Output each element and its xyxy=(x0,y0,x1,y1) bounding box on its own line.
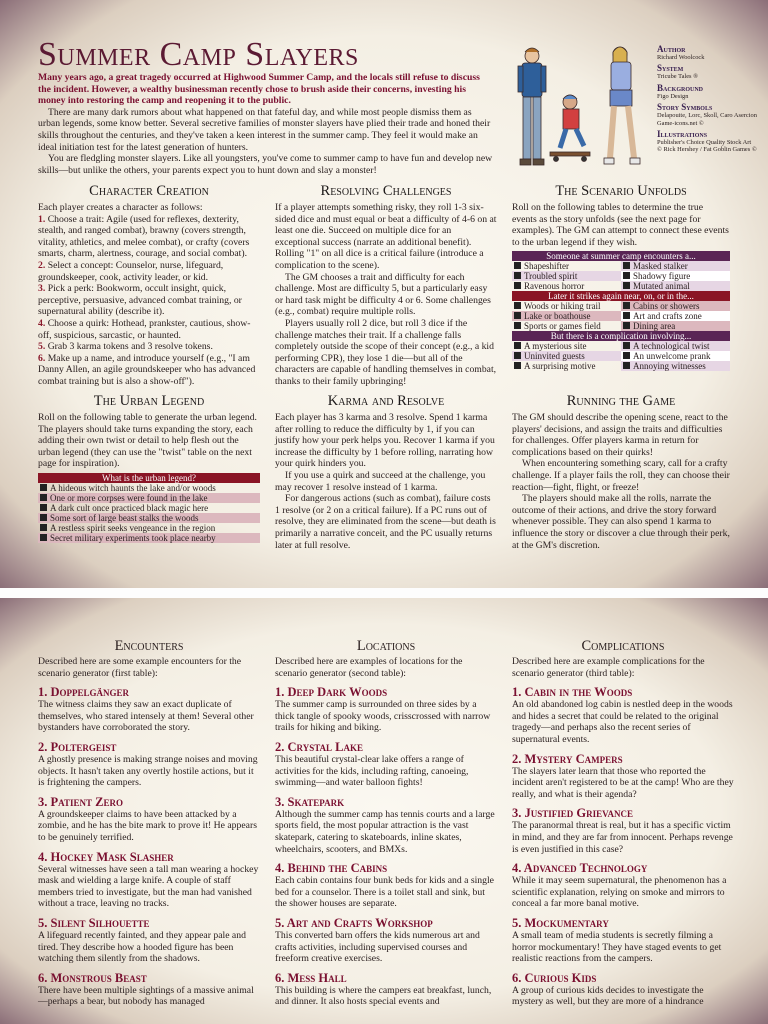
location-table xyxy=(512,291,730,331)
table-cell: Uninvited guests xyxy=(524,351,585,362)
scenario-unfolds-section xyxy=(512,184,730,371)
encounters-heading: Encounters xyxy=(114,638,184,654)
intro-paragraph: There are many dark rumors about what happened on that fateful day, and while most people dismiss them as urban legends, some know better. Several secretive families of monster slayers have plied their trade and honed their skills throughout the centuries, and they've taken a keen interest in the summer camp. They feel it would make an ideal initiation test for the latest generation of hunters. xyxy=(38,106,491,153)
entry-title: 4. Hockey Mask Slasher xyxy=(38,849,174,864)
table-cell: Dining area xyxy=(633,321,676,332)
step-text: Choose a trait: Agile (used for reflexes, dexterity, stealth, and ranged combat), brawny (covers strength, vitality, athletics, and melee combat), or crafty (covers smarts, charm, alertness, courage, and social combat). xyxy=(38,213,250,260)
table-cell: Secret military experiments took place nearby xyxy=(50,532,216,543)
credit-text: Richard Woolcock xyxy=(657,54,705,61)
credit-heading: Illustrations xyxy=(657,129,708,140)
intro-lead: Many years ago, a great tragedy occurred at Highwood Summer Camp, and the locals still refuse to discuss the incident. However, a wealthy businessman recently chose to brush aside their concerns, investing his money into restoring the camp and reopening it to the public. xyxy=(38,72,480,107)
table-cell: Troubled spirit xyxy=(524,271,578,282)
entry-text: Each cabin contains four bunk beds for kids and a single bed for a counselor. There is a toilet stall and sink, but the shower houses are separate. xyxy=(275,875,494,910)
camp-kids-illustration xyxy=(510,42,650,174)
entry-text: Although the summer camp has tennis courts and a large sports field, the most popular attraction is the vast skatepark, catering to skateboards, inline skates, wheelchairs, scooters, and BMXs. xyxy=(275,808,495,855)
entry-text: The paranormal threat is real, but it has a specific victim in mind, and they are far from innocent. Perhaps revenge is even justified in this case? xyxy=(512,820,733,855)
page-title: Summer Camp Slayers xyxy=(38,36,359,73)
entry-title: 6. Monstrous Beast xyxy=(38,970,147,985)
table-cell: Ravenous horror xyxy=(524,281,585,292)
section-intro: Described here are some example encounters for the scenario generator (first table): xyxy=(38,656,242,679)
entry-text: The witness claims they saw an exact duplicate of themselves, who stared intensely at them! Several other bystanders have corroborated the story. xyxy=(38,699,254,734)
intro-paragraph: You are fledgling monster slayers. Like all youngsters, you've come to summer camp to have fun and develop new skills—but unlike the others, your parents expect you to hunt down and slay a monster! xyxy=(38,153,493,176)
table-cell: Annoying witnesses xyxy=(633,361,706,372)
body-paragraph: The GM should describe the opening scene, react to the players' decisions, and assign the traits and difficulties for challenges. Offer players karma in return for complications based on their quirks! xyxy=(512,412,728,458)
section-heading: Character Creation xyxy=(89,183,209,199)
step-item: 2. Select a concept: Counselor, nurse, lifeguard, groundskeeper, cook, activity leader, or kid. xyxy=(38,259,224,283)
body-paragraph: For dangerous actions (such as combat), failure costs 1 resolve (or 2 on a critical failure). If a PC runs out of resolve, they are eliminated from the scene—but death is primarily a narrative conceit, and the PC usually returns later at full resolve. xyxy=(275,493,496,551)
table-cell: Woods or hiking trail xyxy=(524,301,601,312)
entry-text: A small team of media students is secretly filming a horror mockumentary! They have staged events to get realistic reactions from the campers. xyxy=(512,929,722,965)
character-creation-section xyxy=(38,184,260,388)
urban-legend-section xyxy=(38,394,260,543)
resolving-challenges-section xyxy=(275,184,497,388)
entry-text: Several witnesses have seen a tall man wearing a hockey mask and wielding a large knife. A couple of staff members tried to investigate, but the man had vanished without a trace, leaving no tracks. xyxy=(38,863,259,910)
entry-text: A group of curious kids decides to investigate the mystery as well, but they are more of a hindrance xyxy=(512,984,704,1008)
complications-column xyxy=(512,656,734,1008)
entry-text: A ghostly presence is making strange noises and moving objects. It hasn't taken any overtly hostile actions, but it is frightening the campers. xyxy=(38,753,258,789)
page-two xyxy=(0,598,768,1024)
entry-text: There have been multiple sightings of a massive animal—perhaps a bear, but nobody has managed xyxy=(38,984,254,1008)
karma-resolve-section xyxy=(275,394,497,551)
body-paragraph: Roll on the following tables to determine the true events as the story unfolds (see the next page for examples). The GM can attempt to connect these events to the urban legend if they wish. xyxy=(512,202,729,248)
step-item: 5. Grab 3 karma tokens and 3 resolve tokens. xyxy=(38,341,213,353)
section-intro: Each player creates a character as follows: xyxy=(38,202,203,213)
table-cell: Some sort of large beast stalks the woods xyxy=(50,512,199,523)
step-text: Pick a perk: Bookworm, occult insight, quick, perceptive, persuasive, advanced combat training, or supernatural ability (describe it). xyxy=(38,283,242,318)
entry-title: 4. Advanced Technology xyxy=(512,861,648,876)
step-item: 6. Make up a name, and introduce yourself (e.g., "I am Danny Allen, an agile groundskeeper who has advanced combat training but is also a show-off"). xyxy=(38,352,256,387)
entry-title: 5. Art and Crafts Workshop xyxy=(275,915,433,930)
body-paragraph: The players should make all the rolls, narrate the outcome of their actions, and drive the story forward whenever possible. They can also spend 1 karma to influence the story or discover a clue through their perk, at the GM's discretion. xyxy=(512,493,730,551)
body-paragraph: Each player has 3 karma and 3 resolve. Spend 1 karma after rolling to reduce the difficulty by 1, if you can justify how your perk helps you. Recover 1 karma if you increase the difficulty by 1 before rolling, narrating how your quirk hinders you. xyxy=(275,412,495,470)
body-paragraph: Roll on the following table to generate the urban legend. The players should take turns expanding the story, each adding their own twist or detail to help flesh out the urban legend (they can use the "twist" table on the next page for inspiration). xyxy=(38,412,257,470)
credit-text: Tricube Tales ® xyxy=(657,73,698,81)
entry-title: 3. Skatepark xyxy=(275,794,345,809)
entry-text: The slayers later learn that those who reported the incident aren't registered to be at the camp! Who are they really, and what is their agenda? xyxy=(512,765,734,800)
entry-text: The summer camp is surrounded on three sides by a thick tangle of spooky woods, crisscrossed with narrow trails for hiking and biking. xyxy=(275,699,491,734)
step-text: Select a concept: Counselor, nurse, lifeguard, groundskeeper, cook, activity leader, or kid. xyxy=(38,259,224,283)
entry-text: While it may seem supernatural, the phenomenon has a scientific explanation, relying on smoke and mirrors to conceal a far more banal motive. xyxy=(512,875,727,910)
section-heading: Resolving Challenges xyxy=(320,183,452,199)
table-cell: A dark cult once practiced black magic here xyxy=(50,502,209,513)
encounters-column xyxy=(38,656,260,1008)
credit-heading: Story Symbols xyxy=(657,102,713,113)
table-cell: A restless spirit seeks vengeance in the region xyxy=(50,522,216,533)
body-paragraph: If a player attempts something risky, they roll 1-3 six-sided dice and must equal or beat a difficulty of 4-6 on at least one die. Succeed on multiple dice for an exceptional success (narrate an additional benefit). Rolling "1" on all dice is a critical failure (introduce a complication to the scene). xyxy=(275,202,497,271)
table-cell: A technological twist xyxy=(633,341,710,352)
running-game-section xyxy=(512,394,730,551)
entry-title: 6. Curious Kids xyxy=(512,970,597,985)
body-paragraph: The GM chooses a trait and difficulty for each challenge. Most are difficulty 5, but a particularly easy or hard task might be difficulty 4 or 6. Some challenges (e.g., combat) require multiple rolls. xyxy=(275,271,491,318)
locations-column xyxy=(275,656,497,1008)
table-cell: Cabins or showers xyxy=(633,301,700,312)
step-item: 4. Choose a quirk: Hothead, prankster, cautious, show-off, suspicious, sarcastic, or haunted. xyxy=(38,317,251,341)
table-header: What is the urban legend? xyxy=(38,473,260,483)
entry-text: An old abandoned log cabin is nestled deep in the woods and hides a secret that could be related to the original tragedy—and perhaps also the recent series of supernatural events. xyxy=(512,699,733,745)
credit-text: Publisher's Choice Quality Stock Art © Rick Hershey / Fat Goblin Games © xyxy=(657,139,757,154)
body-paragraph: Players usually roll 2 dice, but roll 3 dice if the challenge matches their trait. If a challenge falls completely outside the scope of their concept (e.g., a kid performing CPR), they lose 1 die—but all of the characters are capable of handling themselves in combat, thanks to their family upbringing! xyxy=(275,317,497,387)
entry-title: 1. Cabin in the Woods xyxy=(512,685,633,700)
entry-title: 2. Poltergeist xyxy=(38,739,117,754)
step-text: Choose a quirk: Hothead, prankster, cautious, show-off, suspicious, sarcastic, or haunted. xyxy=(38,317,251,341)
entry-title: 2. Crystal Lake xyxy=(275,739,364,754)
entry-text: This converted barn offers the kids numerous art and crafts activities, including supervised courses and freeform creative exercises. xyxy=(275,929,480,965)
table-cell: Masked stalker xyxy=(633,261,688,272)
section-intro: Described here are example complications for the scenario generator (third table): xyxy=(512,656,705,679)
entry-title: 2. Mystery Campers xyxy=(512,751,623,766)
body-paragraph: If you use a quirk and succeed at the challenge, you may recover 1 resolve instead of 1 karma. xyxy=(275,469,486,493)
credit-text: Figo Design xyxy=(657,92,689,100)
urban-legend-table xyxy=(38,473,260,543)
table-cell: A hideous witch haunts the lake and/or woods xyxy=(50,482,216,493)
entry-title: 1. Deep Dark Woods xyxy=(275,685,388,700)
section-heading: Karma and Resolve xyxy=(327,393,445,409)
entry-text: A groundskeeper claims to have been attacked by a zombie, and he has the bite mark to prove it! He appears to be genuinely terrified. xyxy=(38,808,257,843)
credit-heading: System xyxy=(657,63,684,74)
entry-title: 1. Doppelgänger xyxy=(38,685,130,700)
section-heading: The Urban Legend xyxy=(93,393,205,409)
table-cell: Shapeshifter xyxy=(524,261,569,272)
entry-title: 5. Mockumentary xyxy=(512,915,609,930)
step-item: 3. Pick a perk: Bookworm, occult insight, quick, perceptive, persuasive, advanced combat training, or supernatural ability (describe it). xyxy=(38,283,242,318)
intro-text xyxy=(38,72,494,176)
body-paragraph: When encountering something scary, call for a crafty challenge. If a player fails the roll, they can choose their reaction—fight, flight, or freeze! xyxy=(512,458,730,493)
entry-title: 3. Justified Grievance xyxy=(512,806,633,821)
section-heading: The Scenario Unfolds xyxy=(555,183,687,199)
table-header: But there is a complication involving... xyxy=(512,331,730,341)
entry-text: This beautiful crystal-clear lake offers a range of activities for the kids, including rafting, canoeing, swimming—and water balloon fights! xyxy=(275,753,469,789)
page-gap xyxy=(0,588,768,598)
table-header: Later it strikes again near, on, or in the... xyxy=(512,291,730,301)
table-cell: Lake or boathouse xyxy=(524,311,591,322)
table-cell: One or more corpses were found in the lake xyxy=(50,492,208,503)
credit-text: Delapouite, Lorc, Skoll, Caro Asercion Game-icons.net © xyxy=(657,112,757,127)
table-cell: An unwelcome prank xyxy=(633,351,711,362)
entry-title: 4. Behind the Cabins xyxy=(275,861,388,876)
table-cell: Sports or games field xyxy=(524,321,601,332)
entry-title: 5. Silent Silhouette xyxy=(38,915,150,930)
step-text: Make up a name, and introduce yourself (e.g., "I am Danny Allen, an agile groundskeeper who has advanced combat training but is also a show-off"). xyxy=(38,352,256,387)
credit-heading: Author xyxy=(657,44,686,54)
entry-title: 6. Mess Hall xyxy=(275,970,347,985)
section-heading: Running the Game xyxy=(566,393,676,409)
encounter-table xyxy=(512,251,730,291)
table-cell: Art and crafts zone xyxy=(633,311,702,322)
table-cell: Shadowy figure xyxy=(633,271,691,282)
entry-title: 3. Patient Zero xyxy=(38,794,123,809)
complication-table xyxy=(512,331,730,371)
credit-heading: Background xyxy=(657,82,704,93)
entry-text: This building is where the campers eat breakfast, lunch, and dinner. It also hosts special events and xyxy=(275,984,492,1008)
entry-text: A lifeguard recently fainted, and they appear pale and tired. They describe how a hooded figure has been watching them silently from the shadows. xyxy=(38,929,246,965)
table-header: Someone at summer camp encounters a... xyxy=(512,251,730,261)
table-cell: Mutated animal xyxy=(633,281,690,292)
credits-panel xyxy=(657,42,757,154)
locations-heading: Locations xyxy=(356,638,416,654)
step-item: 1. Choose a trait: Agile (used for reflexes, dexterity, stealth, and ranged combat), brawny (covers strength, vitality, athletics, and melee combat), or crafty (covers smarts, charm, alertness, courage, and social combat). xyxy=(38,213,250,260)
complications-heading: Complications xyxy=(581,638,665,654)
table-cell: A mysterious site xyxy=(524,341,587,352)
step-text: Grab 3 karma tokens and 3 resolve tokens. xyxy=(47,341,213,353)
section-intro: Described here are examples of locations for the scenario generator (second table): xyxy=(275,656,463,679)
table-cell: A surprising motive xyxy=(524,361,596,372)
